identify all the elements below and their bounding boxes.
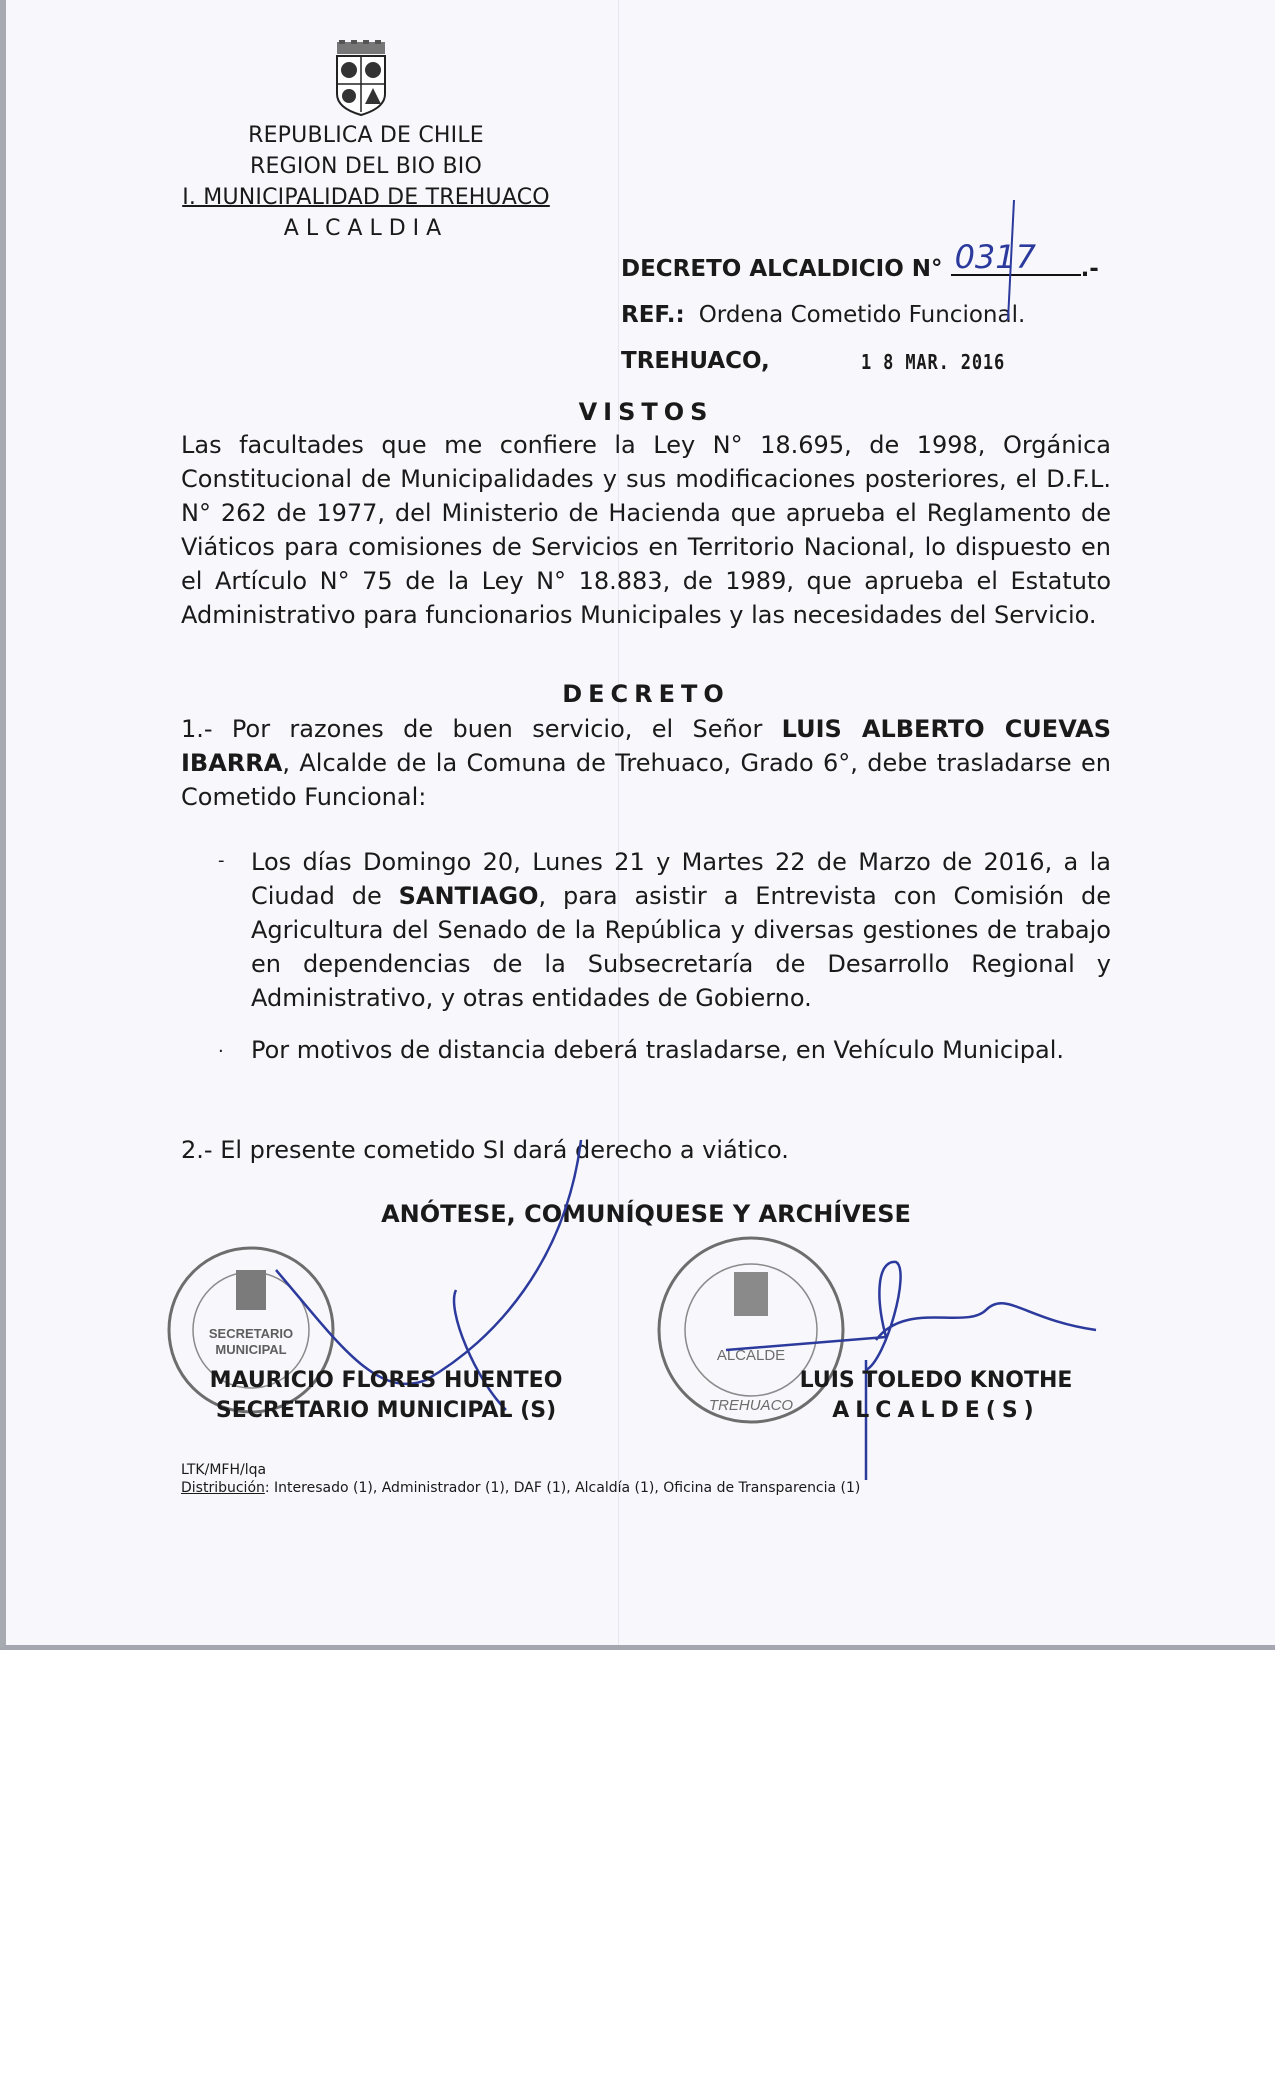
seal-left-inner-2: MUNICIPAL	[215, 1342, 287, 1357]
municipal-coat-of-arms-icon	[331, 40, 391, 116]
mayor-name: LUIS TOLEDO KNOTHE	[799, 1368, 1073, 1393]
decree-reference	[621, 302, 1025, 328]
bullet-item-trip	[251, 845, 1111, 1015]
distribution-label: Distribución	[181, 1480, 265, 1496]
decree-suffix: .-	[1080, 256, 1099, 282]
decree-title-text: DECRETO ALCALDICIO N°	[621, 256, 943, 282]
seal-right-bottom: TREHUACO	[708, 1397, 794, 1414]
vistos-paragraph: Las facultades que me confiere la Ley N° 18.695, de 1998, Orgánica Constitucional de Municipalidades y sus modificaciones posteriores, el D.F.L. N° 262 de 1977, del Ministerio de Hacienda que aprueba el Reglamento de Viáticos para comisiones de Servicios en Territorio Nacional, lo dispuesto en el Artículo N° 75 de la Ley N° 18.883, de 1989, que aprueba el Estatuto Administrativo para funcionarios Municipales y las necesidades del Servicio.	[181, 431, 1111, 629]
letterhead	[156, 120, 576, 244]
footer-initials: LTK/MFH/lqa	[181, 1462, 267, 1478]
letterhead-country: REPUBLICA DE CHILE	[248, 123, 484, 148]
ref-label: REF.:	[621, 302, 685, 328]
bullet-1-city: SANTIAGO	[398, 882, 539, 910]
decreto-item-2: 2.- El presente cometido SI dará derecho a viático.	[181, 1136, 789, 1164]
bullet-2-text: Por motivos de distancia deberá trasladarse, en Vehículo Municipal.	[251, 1036, 1065, 1064]
bullet-marker: -	[218, 850, 225, 871]
seal-left-inner-1: SECRETARIO	[208, 1326, 294, 1341]
secretary-signature-block	[206, 1366, 566, 1426]
page-fold-line	[618, 0, 619, 1645]
mayor-signature-block	[786, 1366, 1086, 1426]
vistos-heading: VISTOS	[578, 398, 714, 426]
secretary-role: SECRETARIO MUNICIPAL (S)	[215, 1398, 557, 1423]
closing-formula: ANÓTESE, COMUNÍQUESE Y ARCHÍVESE	[381, 1200, 911, 1228]
bullet-item-vehicle	[251, 1033, 1111, 1067]
bullet-marker: .	[218, 1036, 224, 1057]
item1-name: LUIS ALBERTO CUEVAS IBARRA	[181, 715, 1111, 777]
footer-distribution	[181, 1480, 860, 1496]
seal-right-inner: ALCALDE	[716, 1347, 786, 1364]
decree-title	[621, 238, 1099, 282]
decree-number-handwritten: 0317	[954, 238, 1036, 276]
ref-text: Ordena Cometido Funcional.	[698, 302, 1026, 328]
distribution-list: : Interesado (1), Administrador (1), DAF (1), Alcaldía (1), Oficina de Transparencia (1)	[264, 1480, 861, 1496]
item1-prefix: 1.- Por razones de buen servicio, el Señor	[181, 715, 782, 743]
letterhead-region: REGION DEL BIO BIO	[250, 154, 482, 179]
decreto-heading: DECRETO	[562, 680, 730, 708]
bullet-1-after: , para asistir a Entrevista con Comisión de Agricultura del Senado de la República y diversas gestiones de trabajo en dependencias de la Subsecretaría de Desarrollo Regional y Administrativo, y otras entidades de Gobierno.	[251, 882, 1111, 1012]
bullet-1-before: Los días Domingo 20, Lunes 21 y Martes 22 de Marzo de 2016, a la Ciudad de	[251, 848, 1111, 910]
decreto-item-1	[181, 712, 1111, 814]
letterhead-office: ALCALDIA	[283, 216, 449, 241]
secretary-name: MAURICIO FLORES HUENTEO	[209, 1368, 563, 1393]
mayor-role: ALCALDE(S)	[832, 1398, 1040, 1423]
decree-place: TREHUACO,	[621, 348, 770, 374]
date-stamp: 1 8 MAR. 2016	[861, 350, 1006, 374]
letterhead-municipality: I. MUNICIPALIDAD DE TREHUACO	[182, 185, 550, 210]
item1-suffix: , Alcalde de la Comuna de Trehuaco, Grado 6°, debe trasladarse en Cometido Funcional:	[181, 749, 1111, 811]
decree-number-field	[951, 238, 1081, 276]
